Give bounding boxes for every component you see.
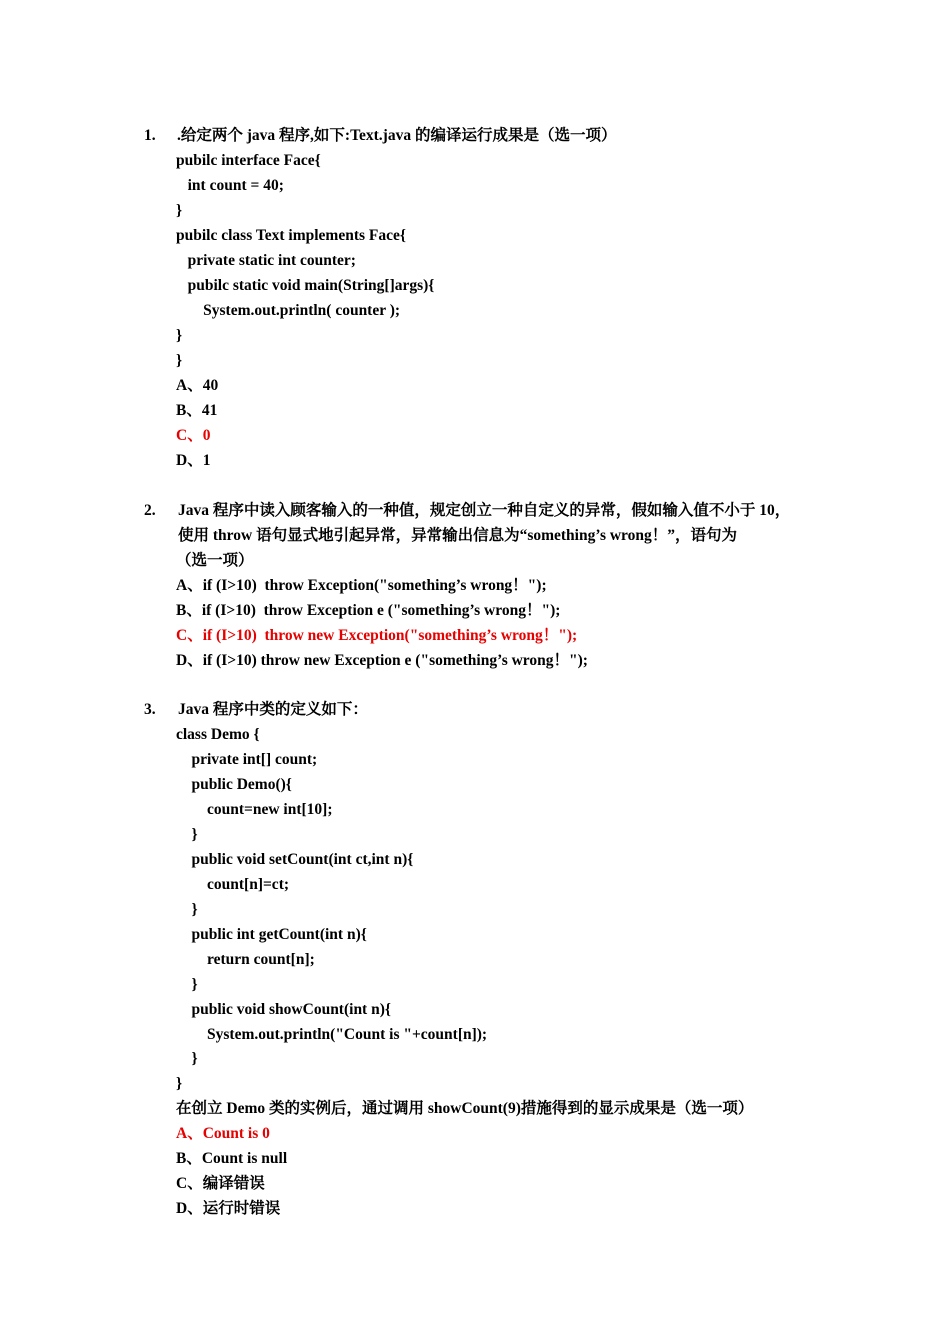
question-2-stem-line: 使用 throw 语句显式地引起异常，异常输出信息为“something’s wrong！”，语句为: [178, 527, 738, 544]
q3-code-line: }: [176, 976, 198, 993]
q1-option-c-answer: C、0: [176, 427, 211, 444]
q3-code-line: return count[n];: [176, 951, 315, 968]
q2-option-c-answer: C、if (I>10) throw new Exception("something’s wrong！");: [176, 627, 578, 644]
question-2-stem-line: （选一项）: [176, 552, 254, 569]
q1-code-line: pubilc class Text implements Face{: [176, 227, 406, 244]
q1-option-a: A、40: [176, 377, 219, 394]
q3-option-c: C、编译错误: [176, 1175, 265, 1192]
question-3-stem: Java 程序中类的定义如下：: [178, 701, 368, 718]
q3-prompt-line: 在创立 Demo 类的实例后，通过调用 showCount(9)措施得到的显示成果是（选一项）: [176, 1100, 754, 1117]
question-2-stem-line: Java 程序中读入顾客输入的一种值，规定创立一种自定义的异常，假如输入值不小于 10，: [178, 502, 791, 519]
question-1-stem: .给定两个 java 程序,如下:Text.java 的编译运行成果是（选一项）: [177, 127, 617, 144]
q3-option-d: D、运行时错误: [176, 1200, 281, 1217]
q1-code-line: }: [176, 202, 183, 219]
q3-code-line: private int[] count;: [176, 751, 318, 768]
q3-code-line: }: [176, 1075, 183, 1092]
q3-code-line: public Demo(){: [176, 776, 292, 793]
q3-option-b: B、Count is null: [176, 1150, 288, 1167]
q3-code-line: count=new int[10];: [176, 801, 333, 818]
q3-code-line: }: [176, 826, 198, 843]
q2-option-a: A、if (I>10) throw Exception("something’s wrong！");: [176, 577, 547, 594]
q3-code-line: public void showCount(int n){: [176, 1001, 391, 1018]
q1-code-line: private static int counter;: [176, 252, 356, 269]
q2-option-b: B、if (I>10) throw Exception e ("something’s wrong！");: [176, 602, 561, 619]
q3-code-line: }: [176, 1050, 198, 1067]
q1-code-line: }: [176, 352, 183, 369]
q1-code-line: System.out.println( counter );: [176, 302, 401, 319]
q1-code-line: pubilc interface Face{: [176, 152, 321, 169]
question-3-number: 3.: [144, 701, 156, 718]
q3-code-line: public void setCount(int ct,int n){: [176, 851, 414, 868]
question-1-number: 1.: [144, 127, 156, 144]
q3-code-line: class Demo {: [176, 726, 260, 743]
q1-code-line: }: [176, 327, 183, 344]
q3-code-line: public int getCount(int n){: [176, 926, 367, 943]
q3-code-line: System.out.println("Count is "+count[n]);: [176, 1026, 488, 1043]
q2-option-d: D、if (I>10) throw new Exception e ("something’s wrong！");: [176, 652, 588, 669]
q3-option-a-answer: A、Count is 0: [176, 1125, 270, 1142]
q1-code-line: pubilc static void main(String[]args){: [176, 277, 435, 294]
q3-code-line: }: [176, 901, 198, 918]
q1-option-d: D、1: [176, 452, 211, 469]
question-2-number: 2.: [144, 502, 156, 519]
q1-option-b: B、41: [176, 402, 218, 419]
q3-code-line: count[n]=ct;: [176, 876, 290, 893]
q1-code-line: int count = 40;: [176, 177, 284, 194]
